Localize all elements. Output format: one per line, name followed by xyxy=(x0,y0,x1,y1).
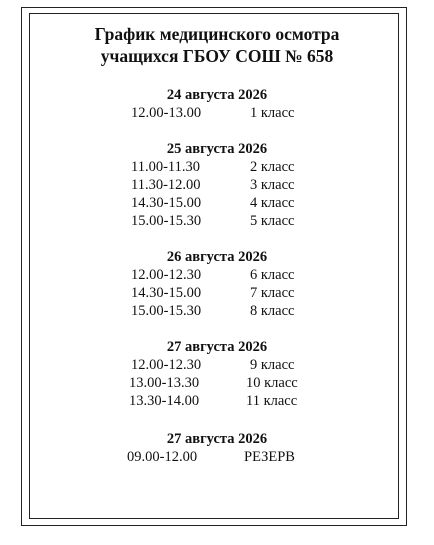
row-time: 12.00-12.30 xyxy=(131,357,202,373)
row-time: 09.00-12.00 xyxy=(127,449,198,465)
section-date: 27 августа 2026 xyxy=(166,431,268,447)
row-class: РЕЗЕРВ xyxy=(244,449,295,465)
document-title xyxy=(0,23,434,67)
section-date: 26 августа 2026 xyxy=(166,249,268,265)
row-time: 15.00-15.30 xyxy=(131,303,202,319)
row-class: 3 класс xyxy=(250,177,295,193)
row-time: 12.00-12.30 xyxy=(131,267,202,283)
row-time: 14.30-15.00 xyxy=(131,285,202,301)
section-date: 27 августа 2026 xyxy=(166,339,268,355)
row-time: 11.00-11.30 xyxy=(131,159,201,175)
row-class: 5 класс xyxy=(250,213,295,229)
title-line-1: График медицинского осмотра xyxy=(94,24,340,44)
row-class: 6 класс xyxy=(250,267,295,283)
row-class: 8 класс xyxy=(250,303,295,319)
row-time: 15.00-15.30 xyxy=(131,213,202,229)
row-class: 10 класс xyxy=(246,375,298,391)
row-class: 1 класс xyxy=(250,105,295,121)
row-time: 14.30-15.00 xyxy=(131,195,202,211)
row-class: 9 класс xyxy=(250,357,295,373)
row-time: 13.00-13.30 xyxy=(129,375,200,391)
section-date: 24 августа 2026 xyxy=(166,87,268,103)
row-time: 12.00-13.00 xyxy=(131,105,202,121)
row-class: 2 класс xyxy=(250,159,295,175)
row-class: 7 класс xyxy=(250,285,295,301)
row-class: 11 класс xyxy=(246,393,298,409)
row-class: 4 класс xyxy=(250,195,295,211)
title-line-2: учащихся ГБОУ СОШ № 658 xyxy=(100,46,334,66)
row-time: 11.30-12.00 xyxy=(131,177,201,193)
row-time: 13.30-14.00 xyxy=(129,393,200,409)
section-date: 25 августа 2026 xyxy=(166,141,268,157)
